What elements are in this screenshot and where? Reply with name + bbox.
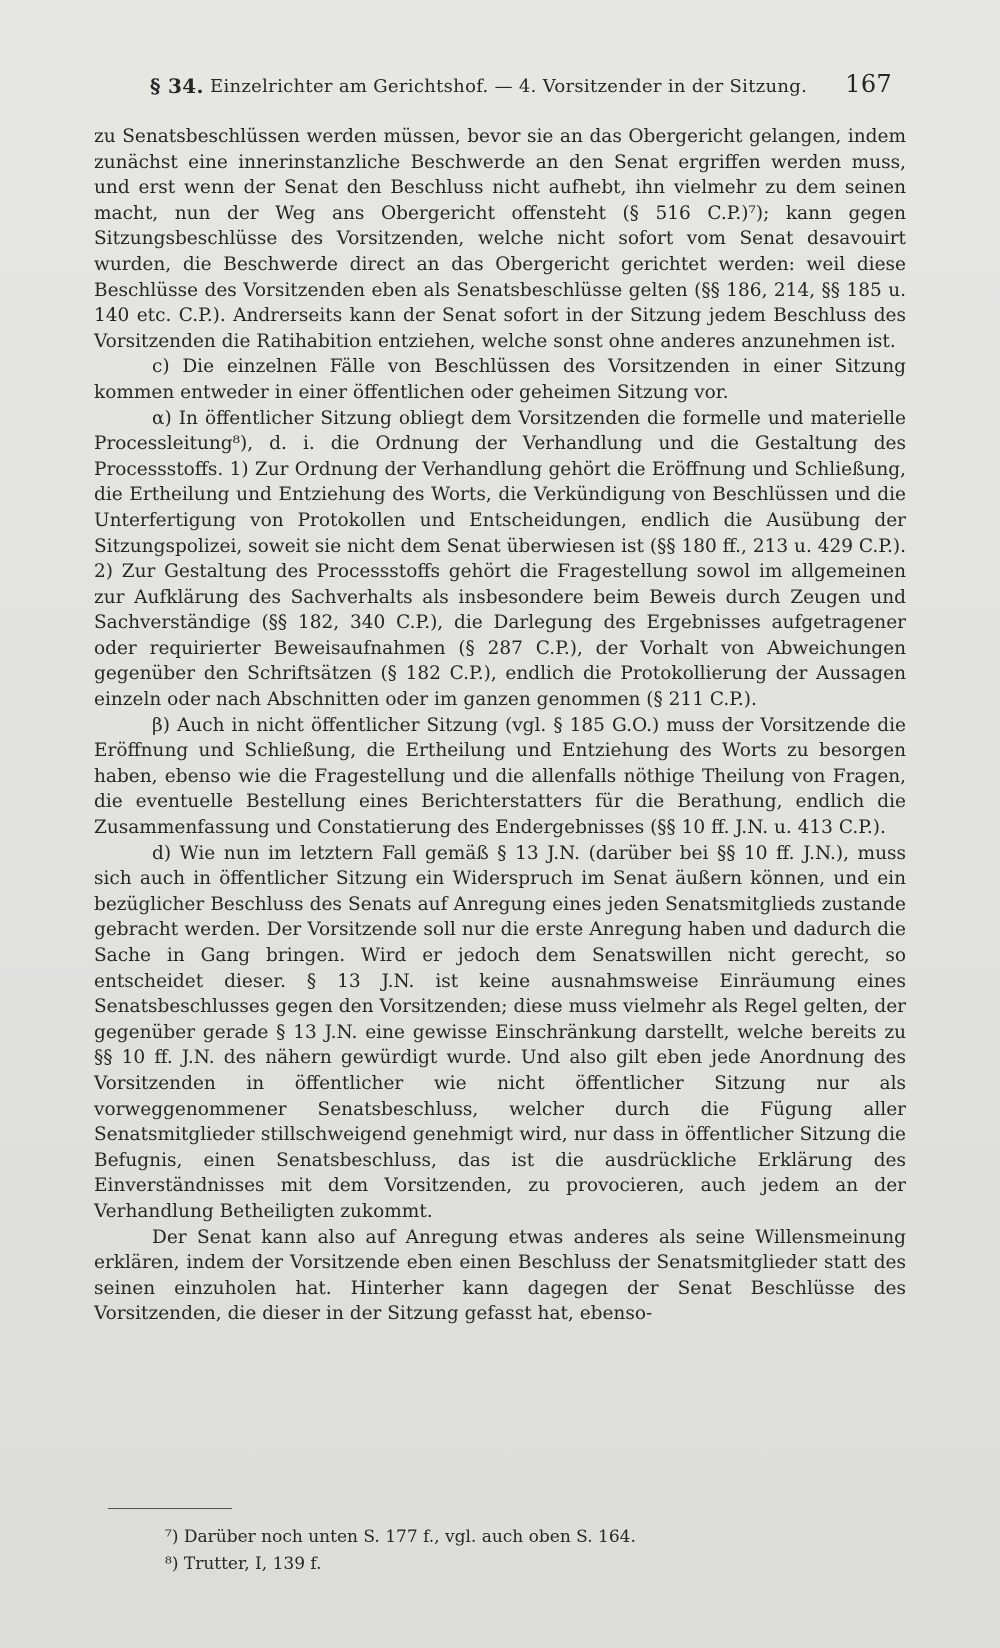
paragraph-c: c) Die einzelnen Fälle von Beschlüssen des Vorsitzenden in einer Sitzung kommen entweder in einer öffentlichen oder geheimen Sitzung vor.	[94, 356, 906, 403]
footnote-8: ⁸) Trutter, I, 139 f.	[165, 1554, 322, 1574]
running-header	[150, 68, 892, 104]
header-title: Einzelrichter am Gerichtshof. — 4. Vorsitzender in der Sitzung.	[210, 76, 808, 97]
paragraph-d: d) Wie nun im letztern Fall gemäß § 13 J.N. (darüber bei §§ 10 ff. J.N.), muss sich auch in öffentlicher Sitzung ein Widerspruch im Senat äußern können, und ein bezüglicher Beschluss des Senats auf Anregung eines jeden Senatsmitglieds zustande gebracht werden. Der Vorsitzende soll nur die erste Anregung haben und dadurch die Sache in Gang bringen. Wird er jedoch dem Senatswillen nicht gerecht, so entscheidet dieser. § 13 J.N. ist keine ausnahmsweise Einräumung eines Senatsbeschlusses gegen den Vorsitzenden; diese muss vielmehr als Regel gelten, der gegenüber gerade § 13 J.N. eine gewisse Einschränkung darstellt, welche bereits zu §§ 10 ff. J.N. des nähern gewürdigt wurde. Und also gilt eben jede Anordnung des Vorsitzenden in öffentlicher wie nicht öffentlicher Sitzung nur als vorweggenommener Senatsbeschluss, welcher durch die Fügung aller Senatsmitglieder stillschweigend genehmigt wird, nur dass in öffentlicher Sitzung die Befugnis, einen Senatsbeschluss, das ist die ausdrückliche Erklärung des Einverständnisses mit dem Vorsitzenden, zu provocieren, auch jedem an der Verhandlung Betheiligten zukommt.	[94, 842, 906, 1222]
footnote-divider	[108, 1508, 232, 1509]
paragraph-senat: Der Senat kann also auf Anregung etwas anderes als seine Willensmeinung erklären, indem der Vorsitzende eben einen Beschluss der Senatsmitglieder statt des seinen einzuholen hat. Hinterher kann dagegen der Senat Beschlüsse des Vorsitzenden, die dieser in der Sitzung gefasst hat, ebenso-	[94, 1226, 906, 1325]
footnotes	[165, 1524, 865, 1578]
footnote-7: ⁷) Darüber noch unten S. 177 f., vgl. auch oben S. 164.	[165, 1527, 636, 1547]
paragraph-alpha: α) In öffentlicher Sitzung obliegt dem Vorsitzenden die formelle und materielle Processleitung⁸), d. i. die Ordnung der Verhandlung und die Gestaltung des Processstoffs. 1) Zur Ordnung der Verhandlung gehört die Eröffnung und Schließung, die Ertheilung und Entziehung des Worts, die Verkündigung von Beschlüssen und die Unterfertigung von Protokollen und Entscheidungen, endlich die Ausübung der Sitzungspolizei, soweit sie nicht dem Senat überwiesen ist (§§ 180 ff., 213 u. 429 C.P.). 2) Zur Gestaltung des Processstoffs gehört die Fragestellung sowol im allgemeinen zur Aufklärung des Sachverhalts als insbesondere beim Beweis durch Zeugen und Sachverständige (§§ 182, 340 C.P.), die Darlegung des Ergebnisses aufgetragener oder requirierter Beweisaufnahmen (§ 287 C.P.), der Vorhalt von Abweichungen gegenüber den Schriftsätzen (§ 182 C.P.), endlich die Protokollierung der Aussagen einzeln oder nach Abschnitten oder im ganzen genommen (§ 211 C.P.).	[94, 407, 906, 711]
page-number: 167	[845, 70, 892, 98]
section-number: § 34.	[150, 74, 204, 98]
body-text	[94, 124, 906, 1327]
paragraph-beta: β) Auch in nicht öffentlicher Sitzung (vgl. § 185 G.O.) muss der Vorsitzende die Eröffnung und Schließung, die Ertheilung und Entziehung des Worts zu besorgen haben, ebenso wie die Fragestellung und die allenfalls nöthige Theilung von Fragen, die eventuelle Bestellung eines Berichterstatters für die Berathung, endlich die Zusammenfassung und Constatierung des Endergebnisses (§§ 10 ff. J.N. u. 413 C.P.).	[94, 714, 906, 839]
paragraph-continuation: zu Senatsbeschlüssen werden müssen, bevor sie an das Obergericht gelangen, indem zunächst eine innerinstanzliche Beschwerde an den Senat ergriffen werden muss, und erst wenn der Senat den Beschluss nicht aufhebt, ihn vielmehr zu dem seinen macht, nun der Weg ans Obergericht offensteht (§ 516 C.P.)⁷); kann gegen Sitzungsbeschlüsse des Vorsitzenden, welche nicht sofort vom Senat desavouirt wurden, die Beschwerde direct an das Obergericht gerichtet werden: weil diese Beschlüsse des Vorsitzenden eben als Senatsbeschlüsse gelten (§§ 186, 214, §§ 185 u. 140 etc. C.P.). Andrerseits kann der Senat sofort in der Sitzung jedem Beschluss des Vorsitzenden die Ratihabition entziehen, welche sonst ohne anderes anzunehmen ist.	[94, 126, 906, 352]
